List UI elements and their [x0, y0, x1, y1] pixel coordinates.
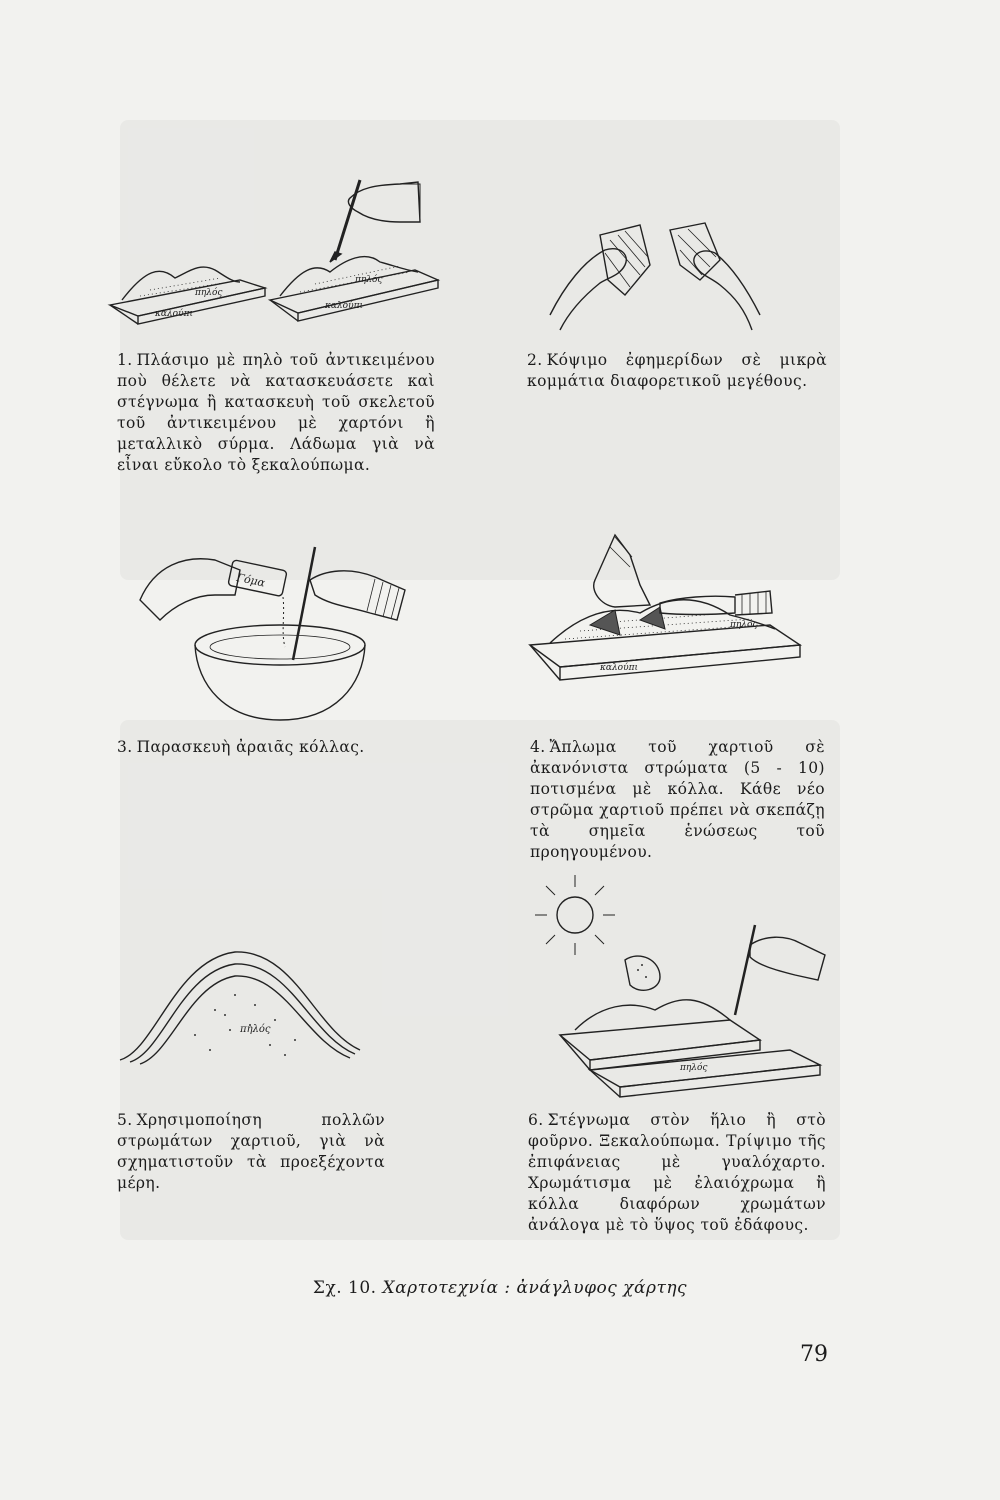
step-text: Πλάσιμο μὲ πηλὸ τοῦ ἀντικειμένου ποὺ θέλετε νὰ κατασκευάσετε καὶ στέγνωμα ἢ κατασκευὴ τοῦ σκελετοῦ τοῦ ἀντικειμένου μὲ χαρτόνι ἢ μεταλλικὸ σύρμα. Λάδωμα γιὰ νὰ εἶναι εὔκολο τὸ ξεκαλούπωμα.	[117, 351, 435, 474]
illustration-cross-section	[115, 940, 365, 1075]
step-number: 2.	[527, 351, 543, 369]
caption-step-3	[117, 737, 435, 758]
clay-label: πηλός	[240, 1024, 271, 1035]
step-number: 3.	[117, 738, 133, 756]
step-text: Κόψιμο ἐφημερίδων σὲ μικρὰ κομμάτια διαφορετικοῦ μεγέθους.	[527, 351, 827, 390]
step-text: Ἄπλωμα τοῦ χαρτιοῦ σὲ ἀκανόνιστα στρώματα (5 - 10) ποτισμένα μὲ κόλλα. Κάθε νέο στρῶμα χαρτιοῦ πρέπει νὰ σκεπάζῃ τὰ σημεῖα ἑνώσεως τοῦ προηγουμένου.	[530, 738, 825, 861]
step-number: 6.	[528, 1111, 544, 1129]
step-text: Παρασκευὴ ἀραιᾶς κόλλας.	[136, 738, 365, 756]
step-number: 5.	[117, 1111, 133, 1129]
page-number: 79	[800, 1342, 828, 1367]
mold-label: καλούπι	[600, 663, 639, 673]
caption-step-6	[528, 1110, 826, 1236]
step-text: Στέγνωμα στὸν ἥλιο ἢ στὸ φοῦρνο. Ξεκαλούπωμα. Τρίψιμο τῆς ἐπιφάνειας μὲ γυαλόχαρτο. Χρωμάτισμα μὲ ἐλαιόχρωμα ἢ κόλλα διαφόρων χρωμάτων ἀνάλογα μὲ τὸ ὕψος τοῦ ἐδάφους.	[528, 1111, 826, 1234]
illustration-layering-paper	[520, 525, 820, 705]
figure-label: Σχ. 10.	[312, 1278, 377, 1298]
illustration-drying-painting	[530, 865, 830, 1105]
clay-label: πηλός	[195, 288, 223, 298]
figure-caption	[0, 1278, 1000, 1298]
figure-title: Χαρτοτεχνία : ἀνάγλυφος χάρτης	[382, 1278, 688, 1298]
caption-step-1	[117, 350, 435, 476]
step-number: 1.	[117, 351, 133, 369]
mold-label: καλούπι	[155, 309, 194, 319]
illustration-glue-bowl	[135, 535, 410, 730]
illustration-tearing-paper	[530, 205, 770, 335]
caption-step-2	[527, 350, 827, 392]
caption-step-5	[117, 1110, 385, 1194]
clay-label: πηλός	[680, 1063, 708, 1073]
mold-label: καλούπι	[325, 301, 364, 311]
step-text: Χρησιμοποίηση πολλῶν στρωμάτων χαρτιοῦ, γιὰ νὰ σχηματιστοῦν τὰ προεξέχοντα μέρη.	[117, 1111, 385, 1192]
step-number: 4.	[530, 738, 546, 756]
clay-label: πηλός	[355, 275, 383, 285]
clay-label: πηλός	[730, 620, 758, 630]
glue-label: Γόμα	[235, 570, 267, 590]
caption-step-4	[530, 737, 825, 863]
illustration-clay-molds	[100, 170, 450, 335]
